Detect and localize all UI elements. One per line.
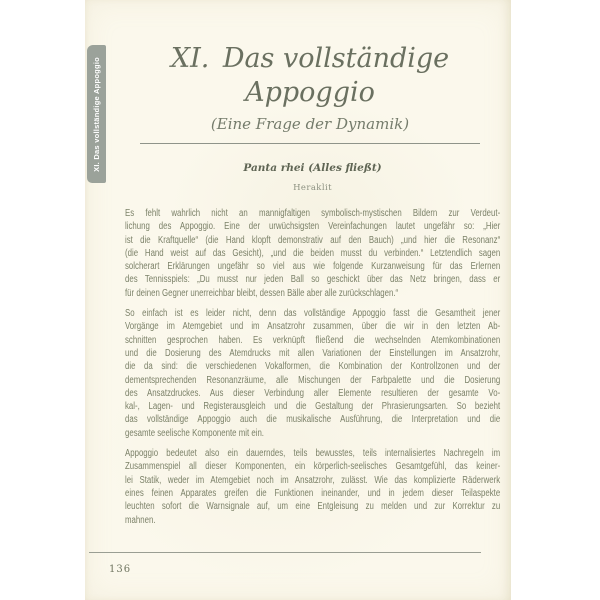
text-line: mahnen. — [125, 514, 156, 526]
chapter-header — [115, 42, 505, 134]
text-line: kal-, Lagen- und Registerausgleich und die Gestaltung der Phrasierungsarten. So bezieht — [125, 401, 501, 413]
text-line: So einfach ist es leider nicht, denn das vollständige Appoggio fasst die Gesamtheit jener — [125, 308, 501, 320]
page-number: 136 — [109, 564, 132, 575]
text-line: Appoggio bedeutet also ein dauerndes, teils bewusstes, teils internalisiertes Nachregeln im — [125, 448, 501, 460]
text-line: Es fehlt wahrlich nicht an mannigfaltigen symbolisch-mystischen Bildern zur Verdeut- — [125, 208, 501, 219]
text-line: solcherart Erklärungen ungefähr so viel aus wie folgende Kurzanweisung für das Erlernen — [125, 261, 501, 273]
chapter-subtitle: (Eine Frage der Dynamik) — [210, 115, 410, 133]
chapter-tab-label: XI. Das vollständige Appoggio — [92, 56, 101, 172]
paragraph — [125, 207, 500, 300]
paragraph — [125, 447, 500, 527]
epigraph-quote: Panta rhei (Alles fließt) — [243, 162, 382, 174]
text-line: des Tennisspiels: „Du musst nur jeden Ball so geschickt über das Netz bringen, dass er — [125, 274, 501, 286]
text-line: Zusammenspiel all dieser Komponenten, ein körperlich-seelisches Gesamtgefühl, das keiner- — [125, 461, 501, 473]
text-line: eines feinen Apparates greifen die Funktionen ineinander, und in jedem dieser Teilaspekte — [125, 487, 501, 499]
footer-rule — [89, 552, 481, 553]
chapter-thumb-tab — [87, 45, 106, 183]
text-line: dementsprechenden Resonanzräume, alle Mischungen der Farbpalette und die Dosierung — [125, 374, 501, 386]
paragraph — [125, 307, 500, 440]
text-line: die da sind: die verschiedenen Vokalformen, die Kombination der Kontrollzonen und der — [125, 361, 501, 373]
text-line: Vorgänge im Atemgebiet und im Ansatzrohr zusammen, über die wir in den letzten Ab- — [125, 321, 501, 333]
text-line: des Ansatzdruckes. Aus dieser Verbindung aller Elemente resultieren der gesamte Vo- — [125, 387, 501, 399]
text-line: lichung des Appoggio. Eine der urwüchsigsten Vereinfachungen lautet ungefähr so: „Hier — [125, 221, 501, 233]
chapter-title-line2: Appoggio — [245, 77, 375, 108]
epigraph-author: Heraklit — [293, 183, 332, 193]
text-line: für deinen Gegner unerreichbar bleibt, dessen Bälle aber alle zurückschlagen.“ — [125, 287, 399, 299]
text-line: gesamte seelische Komponente mit ein. — [125, 427, 264, 439]
text-line: lei Statik, weder im Atemgebiet noch im Ansatzrohr, zulässt. Wie das komplizierte Räderwerk — [125, 474, 501, 486]
text-line: und die Dosierung des Atemdrucks mit allen Variationen der Einstellungen im Ansatzrohr, — [125, 347, 501, 359]
text-line: das vollständige Appoggio auch die musikalische Ausführung, die Interpretation und die — [125, 414, 501, 426]
title-rule — [140, 143, 480, 144]
book-page — [85, 0, 511, 600]
body-text — [125, 207, 500, 534]
text-line: schnitten gesprochen haben. Es verknüpft fließend die wechselnden Atemkombinationen — [125, 334, 501, 346]
text-line: (die Hand weist auf das Gesicht), „und die beiden musst du verbinden.“ Letztendlich sagen — [125, 247, 501, 259]
chapter-title-line1: XI. Das vollständige — [170, 43, 450, 74]
text-line: leuchten sofort die Warnsignale auf, um eine Entgleisung zu melden und zur Korrektur zu — [125, 501, 501, 513]
text-line: ist die Kraftquelle“ (die Hand klopft demonstrativ auf den Bauch) „und hier die Resonanz“ — [125, 234, 501, 246]
